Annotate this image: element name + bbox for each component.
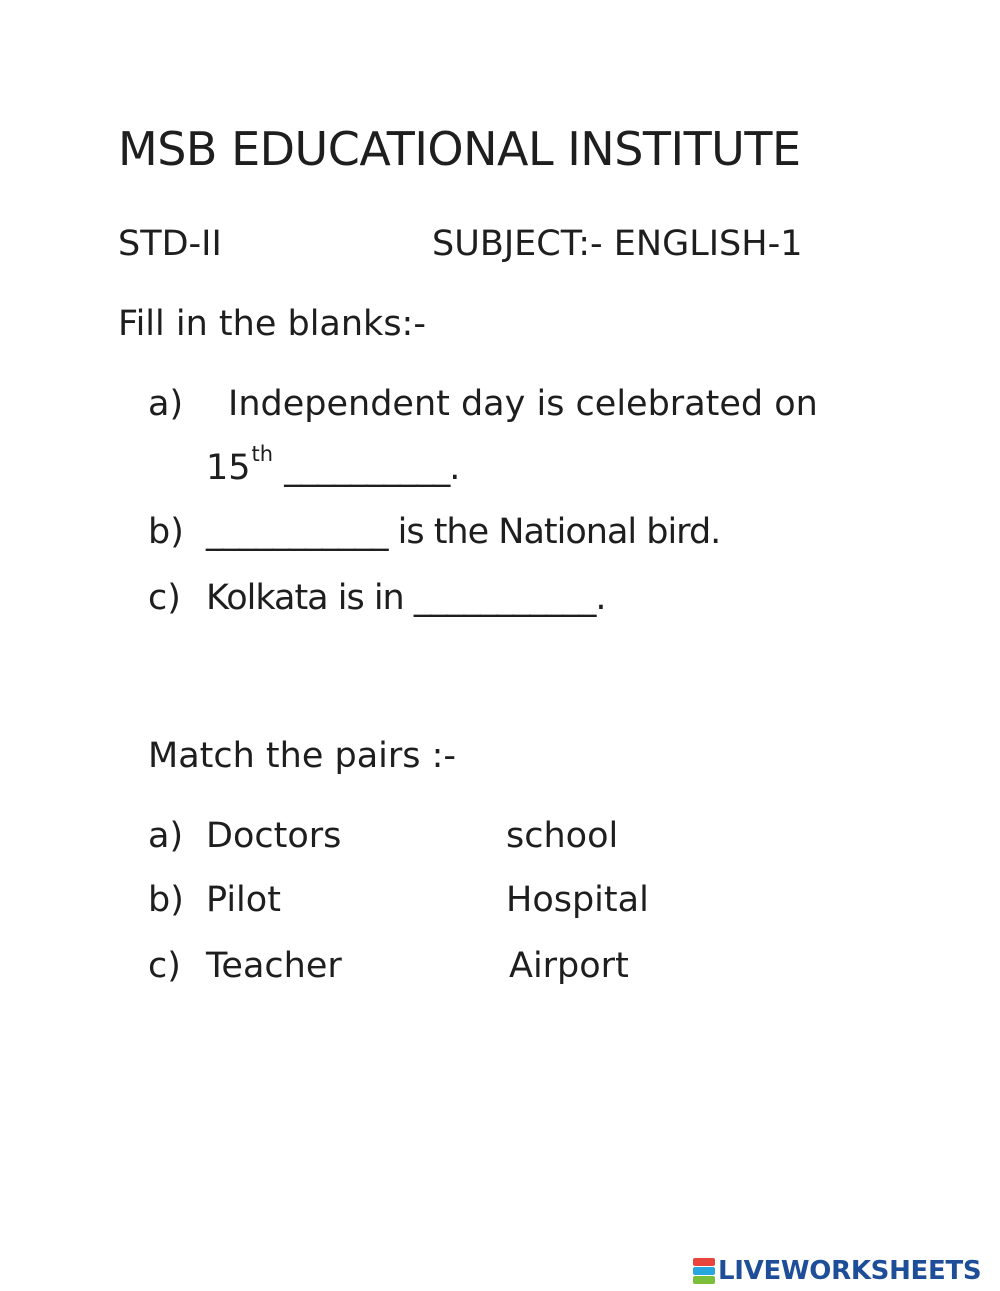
match-c-left: Teacher [206, 946, 342, 986]
std-label: STD-II [118, 224, 222, 264]
fill-a-number: 15 [206, 448, 251, 488]
match-b-marker: b) [148, 880, 184, 920]
fill-a-line2 [206, 442, 460, 488]
match-b-left: Pilot [206, 880, 281, 920]
fill-a-line1: Independent day is celebrated on [228, 384, 818, 424]
fill-b-marker: b) [148, 512, 184, 552]
fill-a-blank: __________. [284, 448, 460, 488]
match-pairs-heading: Match the pairs :- [148, 736, 457, 776]
match-a-left: Doctors [206, 816, 342, 856]
fill-c-text: Kolkata is in ___________. [206, 578, 606, 618]
match-b-right: Hospital [506, 880, 649, 920]
match-c-marker: c) [148, 946, 181, 986]
fill-blanks-heading: Fill in the blanks:- [118, 304, 426, 344]
match-c-right: Airport [509, 946, 629, 986]
fill-a-superscript: th [251, 442, 274, 466]
fill-c-marker: c) [148, 578, 181, 618]
match-a-marker: a) [148, 816, 184, 856]
liveworksheets-logo-text: LIVEWORKSHEETS [718, 1256, 982, 1286]
liveworksheets-logo-icon [693, 1258, 715, 1284]
fill-b-text: ___________ is the National bird. [206, 512, 721, 552]
fill-a-marker: a) [148, 384, 184, 424]
subject-label: SUBJECT:- ENGLISH-1 [432, 224, 803, 264]
page-title: MSB EDUCATIONAL INSTITUTE [118, 122, 801, 176]
liveworksheets-logo [693, 1257, 981, 1285]
match-a-right: school [506, 816, 619, 856]
